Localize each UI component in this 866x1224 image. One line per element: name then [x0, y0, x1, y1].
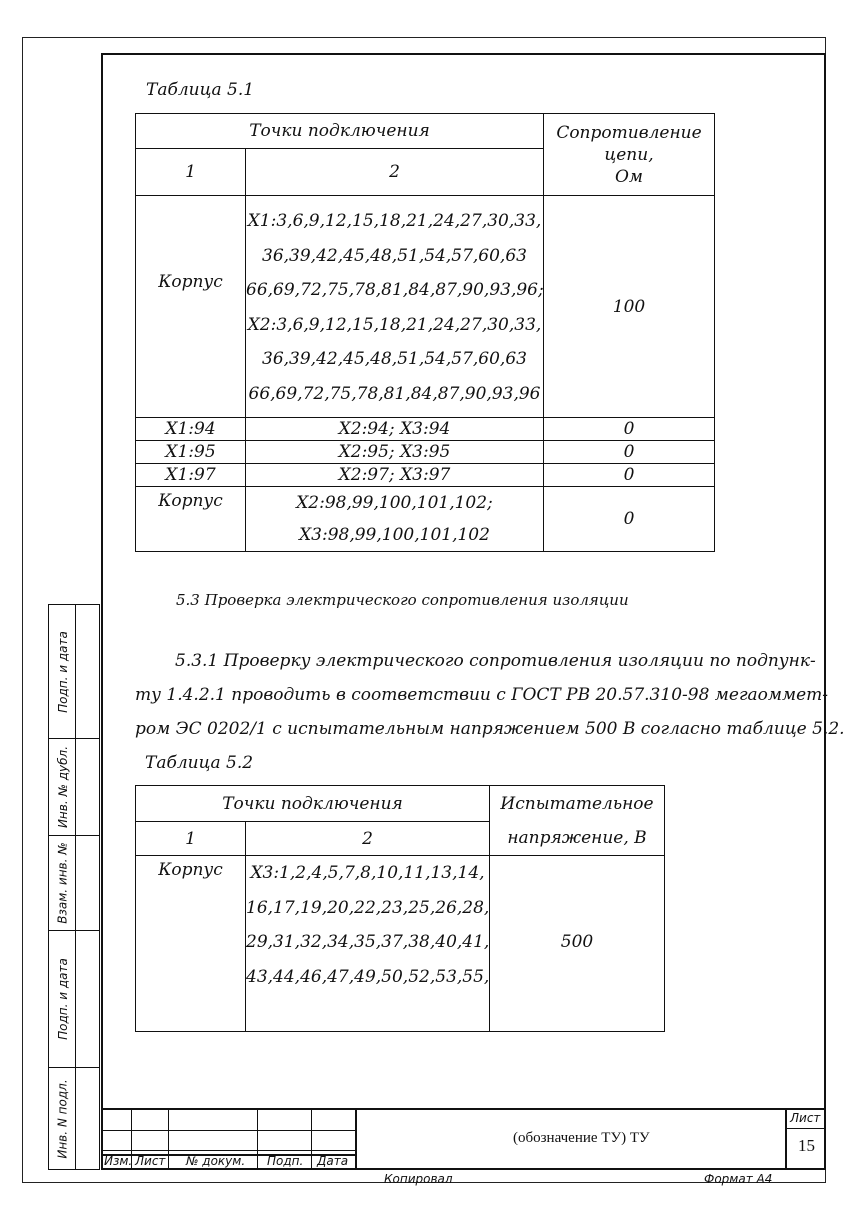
stamp-line	[101, 1130, 356, 1131]
stamp-list-label: Лист	[135, 1154, 166, 1168]
paragraph-line: 5.3.1 Проверку электрического сопротивления изоляции по подпунк-	[175, 651, 816, 671]
table1-line: 66,69,72,75,78,81,84,87,90,93,96;	[246, 280, 544, 300]
table1-cell: X2:95; X3:95	[246, 441, 544, 464]
table2-line: 29,31,32,34,35,37,38,40,41,	[246, 932, 490, 952]
table-5-2	[135, 785, 665, 1032]
section-title: 5.3 Проверка электрического сопротивления изоляции	[176, 591, 629, 609]
table1-cell	[246, 196, 544, 418]
table1-cell: Корпус	[136, 196, 246, 418]
table1-line: 36,39,42,45,48,51,54,57,60,63	[262, 349, 527, 369]
table1-header: Точки подключения	[136, 114, 544, 149]
table2-header: Точки подключения	[136, 786, 490, 822]
side-label: Подп. и дата	[56, 957, 70, 1040]
stamp-line	[168, 1108, 169, 1170]
format-label: Формат А4	[704, 1172, 773, 1186]
paragraph-line: ром ЭС 0202/1 с испытательным напряжением 500 В согласно таблице 5.2.	[135, 719, 845, 739]
table-5-1	[135, 113, 715, 552]
stamp-line	[355, 1108, 357, 1170]
side-label: Подп. и дата	[56, 630, 70, 713]
side-stamp	[48, 604, 100, 1170]
table1-line: 36,39,42,45,48,51,54,57,60,63	[262, 245, 527, 266]
table1-col1-header: 1	[136, 149, 246, 196]
stamp-izm-label: Изм.	[104, 1154, 133, 1168]
table1-cell: Корпус	[136, 487, 246, 552]
stamp-line	[101, 1108, 826, 1110]
table2-line: 43,44,46,47,49,50,52,53,55,	[246, 966, 490, 987]
table1-cell: 0	[544, 464, 715, 487]
table1-cell: 0	[544, 441, 715, 464]
table1-cell: X1:95	[136, 441, 246, 464]
table1-caption: Таблица 5.1	[146, 80, 255, 100]
table1-cell: 100	[544, 196, 715, 418]
table1-line: X3:98,99,100,101,102	[299, 525, 490, 545]
table1-cell: 0	[544, 487, 715, 552]
document-designation: (обозначение ТУ) ТУ	[513, 1130, 650, 1146]
table1-line: X2:3,6,9,12,15,18,21,24,27,30,33,	[247, 314, 542, 335]
stamp-line	[257, 1108, 258, 1170]
table1-col3-header: Сопротивление цепи, Ом	[544, 114, 715, 196]
stamp-podp-label: Подп.	[267, 1154, 304, 1168]
stamp-line	[311, 1108, 312, 1170]
stamp-date-label: Дата	[317, 1154, 349, 1168]
table1-line: 66,69,72,75,78,81,84,87,90,93,96	[248, 383, 541, 404]
table1-cell	[246, 487, 544, 552]
table2-cell: 500	[490, 856, 665, 1032]
title-block	[101, 1108, 826, 1170]
table1-col2-header: 2	[246, 149, 544, 196]
copied-label: Копировал	[384, 1172, 453, 1186]
table1-cell: X2:97; X3:97	[246, 464, 544, 487]
side-divider	[75, 605, 76, 1169]
side-label: Инв. № дубл.	[56, 745, 71, 828]
table1-cell: X1:94	[136, 418, 246, 441]
side-label: Инв. N подл.	[56, 1079, 71, 1159]
paragraph	[135, 644, 845, 746]
table2-cell: Корпус	[136, 856, 246, 1032]
table1-cell: X1:97	[136, 464, 246, 487]
stamp-line	[785, 1128, 826, 1129]
paragraph-line: ту 1.4.2.1 проводить в соответствии с ГОСТ РВ 20.57.310-98 мегаоммет-	[135, 685, 829, 705]
table2-caption: Таблица 5.2	[145, 753, 254, 773]
table1-line: X2:98,99,100,101,102;	[296, 493, 493, 513]
side-label: Взам. инв. №	[56, 841, 71, 924]
table1-cell: X2:94; X3:94	[246, 418, 544, 441]
table1-line: X1:3,6,9,12,15,18,21,24,27,30,33,	[247, 211, 542, 231]
table2-col1-header: 1	[136, 822, 246, 856]
table2-col3-header-top: Испытательное	[490, 786, 665, 822]
table2-line: X3:1,2,4,5,7,8,10,11,13,14,	[250, 863, 485, 883]
table2-col3-header-bottom: напряжение, В	[490, 822, 665, 856]
sheet-label: Лист	[790, 1111, 821, 1125]
stamp-doc-label: № докум.	[186, 1154, 246, 1168]
table2-cell	[246, 856, 490, 1032]
stamp-line	[101, 1150, 356, 1151]
sheet-number: 15	[798, 1136, 815, 1155]
table1-cell: 0	[544, 418, 715, 441]
table2-line: 16,17,19,20,22,23,25,26,28,	[246, 897, 490, 918]
table2-col2-header: 2	[246, 822, 490, 856]
